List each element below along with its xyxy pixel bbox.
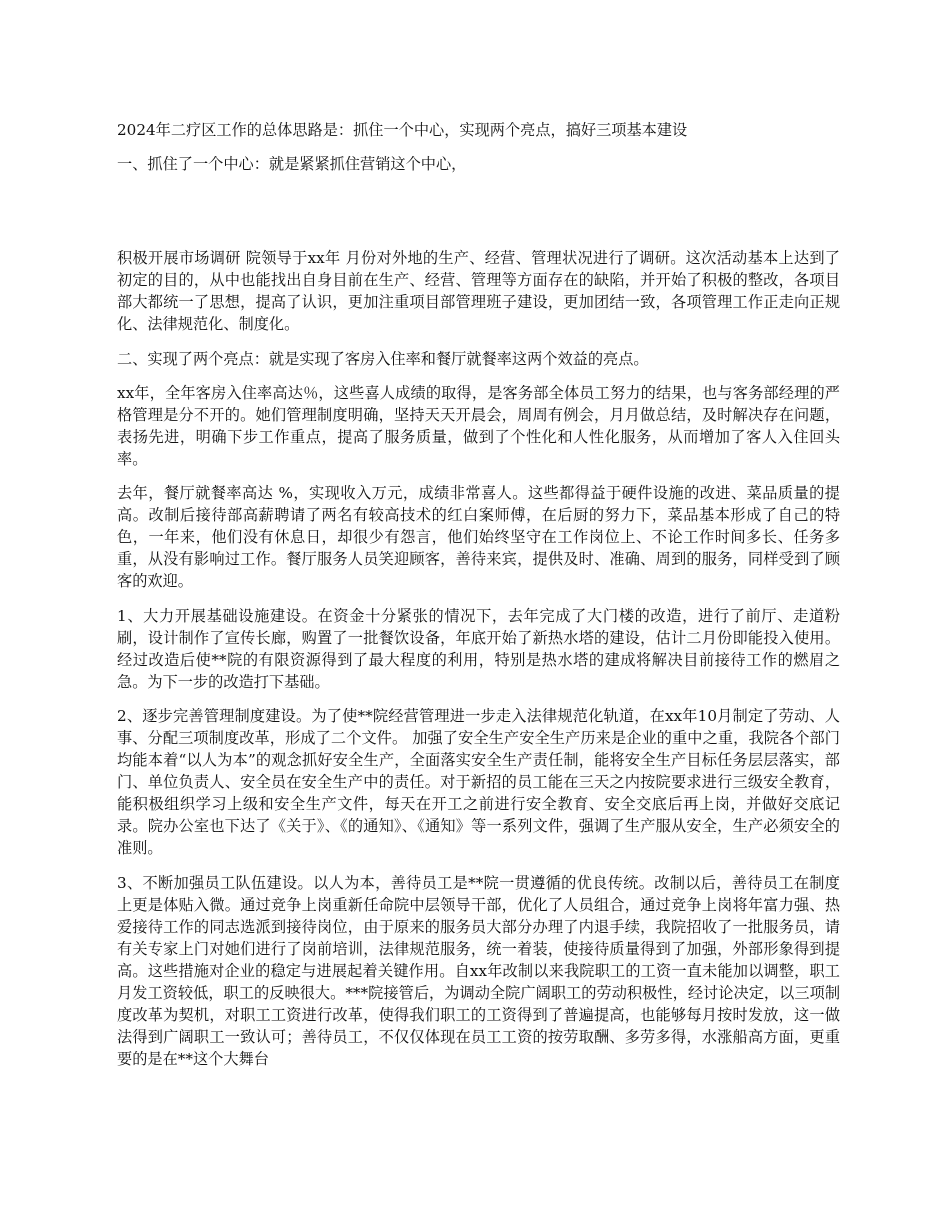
overall-approach-heading: 2024年二疗区工作的总体思路是：抓住一个中心，实现两个亮点，搞好三项基本建设 [117,121,688,139]
management-system-paragraph: 2、逐步完善管理制度建设。为了使**院经营管理进一步走入法律规范化轨道，在xx年10月制定了劳动、人事、分配三项制度改革，形成了二个文件。 加强了安全生产安全生产历来是企业的重中之重，我院各个部门均能本着“以人为本”的观念抓好安全生产，全面落实安全生产责任制，能将安全生产目标任务层层落实，部门、单位负责人、安全员在安全生产中的责任。对于新招的员工能在三天之内按院要求进行三级安全教育，能积极组织学习上级和安全生产文件，每天在开工之前进行安全教育、安全交底后再上岗，并做好交底记录。院办公室也下达了《关于》、《的通知》、《通知》等一系列文件，强调了生产服从安全，生产必须安全的准则。 [117,706,840,858]
infrastructure-paragraph: 1、大力开展基础设施建设。在资金十分紧张的情况下，去年完成了大门楼的改造，进行了前厅、走道粉刷，设计制作了宣传长廊，购置了一批餐饮设备，年底开始了新热水塔的建设，估计二月份即能投入使用。经过改造后使**院的有限资源得到了最大程度的利用，特别是热水塔的建成将解决目前接待工作的燃眉之急。为下一步的改造打下基础。 [117,606,840,691]
blank-spacer [117,187,840,247]
section-one-heading: 一、抓住了一个中心：就是紧紧抓住营销这个中心， [117,155,467,174]
room-occupancy-paragraph: xx年，全年客房入住率高达％，这些喜人成绩的取得，是客务部全体员工努力的结果，也与客务部经理的严格管理是分不开的。她们管理制度明确，坚持天天开晨会，周周有例会，月月做总结，及时解决存在问题，表扬先进，明确下步工作重点，提高了服务质量，做到了个性化和人性化服务，从而增加了客人入住回头率。 [117,383,840,468]
staff-team-paragraph: 3、不断加强员工队伍建设。以人为本，善待员工是**院一贯遵循的优良传统。改制以后，善待员工在制度上更是体贴入微。通过竞争上岗重新任命院中层领导干部，优化了人员组合，通过竞争上岗将年富力强、热爱接待工作的同志选派到接待岗位，由于原来的服务员大部分办理了内退手续，我院招收了一批服务员，请有关专家上门对她们进行了岗前培训，法律规范服务，统一着装，使接待质量得到了加强，外部形象得到提高。这些措施对企业的稳定与进展起着关键作用。自xx年改制以来我院职工的工资一直未能加以调整，职工月发工资较低，职工的反映很大。***院接管后，为调动全院广阔职工的劳动积极性，经讨论决定，以三项制度改革为契机，对职工工资进行改革，使得我们职工的工资得到了普遍提高，也能够每月按时发放，这一做法得到广阔职工一致认可；善待员工，不仅仅体现在员工工资的按劳取酬、多劳多得，水涨船高方面，更重要的是在**这个大舞台 [117,873,840,1069]
market-research-paragraph: 积极开展市场调研 院领导于xx年 月份对外地的生产、经营、管理状况进行了调研。这次活动基本上达到了初定的目的，从中也能找出自身目前在生产、经营、管理等方面存在的缺陷，并开始了积极的整改，各项目部大都统一了思想，提高了认识，更加注重项目部管理班子建设，更加团结一致，各项管理工作正走向正规化、法律规范化、制度化。 [117,249,840,334]
restaurant-dining-paragraph: 去年，餐厅就餐率高达 %，实现收入万元，成绩非常喜人。这些都得益于硬件设施的改进、菜品质量的提高。改制后接待部高薪聘请了两名有较高技术的红白案师傅，在后厨的努力下，菜品基本形成了自己的特色，一年来，他们没有休息日，却很少有怨言，他们始终坚守在工作岗位上、不论工作时间多长、任务多重，从没有影响过工作。餐厅服务人员笑迎顾客，善待来宾，提供及时、准确、周到的服务，同样受到了顾客的欢迎。 [117,484,840,591]
document-body [117,119,840,1082]
section-two-heading: 二、实现了两个亮点：就是实现了客房入住率和餐厅就餐率这两个效益的亮点。 [117,349,649,368]
